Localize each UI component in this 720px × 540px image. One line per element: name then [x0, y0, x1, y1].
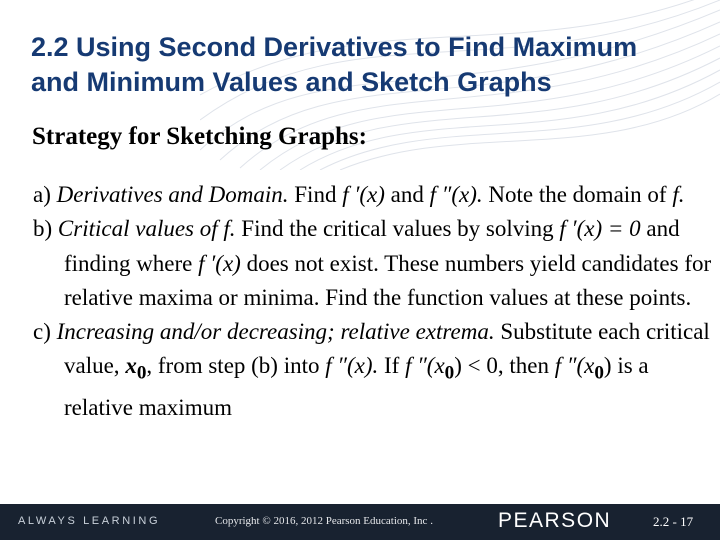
slide-title: 2.2 Using Second Derivatives to Find Maximum and Minimum Values and Sketch Graphs	[31, 32, 638, 97]
item-heading: Increasing and/or decreasing; relative extrema.	[56, 319, 495, 345]
page-number: 2.2 - 17	[653, 514, 694, 529]
math-expression: f ″(x).	[325, 353, 379, 379]
item-heading: Derivatives and Domain.	[56, 182, 289, 207]
list-item-b	[33, 212, 713, 315]
math-expression: f ″(x	[405, 353, 445, 379]
math-subscript: 0	[594, 363, 604, 385]
item-text: and finding where	[64, 216, 680, 276]
math-expression: f ″(x).	[429, 182, 483, 207]
slide-body	[33, 178, 713, 426]
item-label: a)	[33, 182, 51, 207]
footer-bar	[0, 504, 720, 540]
slide-subtitle: Strategy for Sketching Graphs:	[32, 123, 367, 150]
item-text: ) < 0, then	[454, 353, 549, 379]
item-text: and	[390, 182, 424, 207]
item-text: , from step (b) into	[146, 353, 320, 379]
item-text: does not exist. These numbers yield candidates for relative maxima or minima. Find the function values at these points.	[64, 250, 712, 310]
item-text: If	[384, 353, 400, 379]
math-expression: f ″(x	[554, 353, 595, 379]
item-label: c)	[33, 319, 51, 345]
math-expression: f.	[672, 182, 685, 207]
item-heading: Critical values of	[57, 216, 218, 242]
math-expression: f.	[223, 216, 236, 242]
math-subscript: 0	[444, 363, 455, 385]
copyright-notice: Copyright © 2016, 2012 Pearson Education, Inc .	[215, 515, 433, 527]
math-variable: x	[125, 353, 137, 379]
item-text: Find the critical values by solving	[241, 216, 554, 242]
math-subscript: 0	[136, 363, 147, 385]
item-label: b)	[33, 216, 53, 242]
item-text: Substitute each critical value,	[64, 319, 710, 379]
item-text: ) is a relative maximum	[64, 353, 649, 421]
footer-tagline: ALWAYS LEARNING	[18, 515, 161, 527]
math-expression: f ′(x)	[342, 182, 385, 207]
list-item-c	[33, 315, 713, 425]
math-expression: f ′(x) = 0	[559, 216, 641, 242]
item-text: Note the domain of	[488, 182, 667, 207]
pearson-logo: PEARSON	[498, 509, 612, 532]
list-item-a	[33, 178, 713, 212]
item-text: Find	[294, 182, 337, 207]
math-expression: f ′(x)	[198, 250, 241, 276]
